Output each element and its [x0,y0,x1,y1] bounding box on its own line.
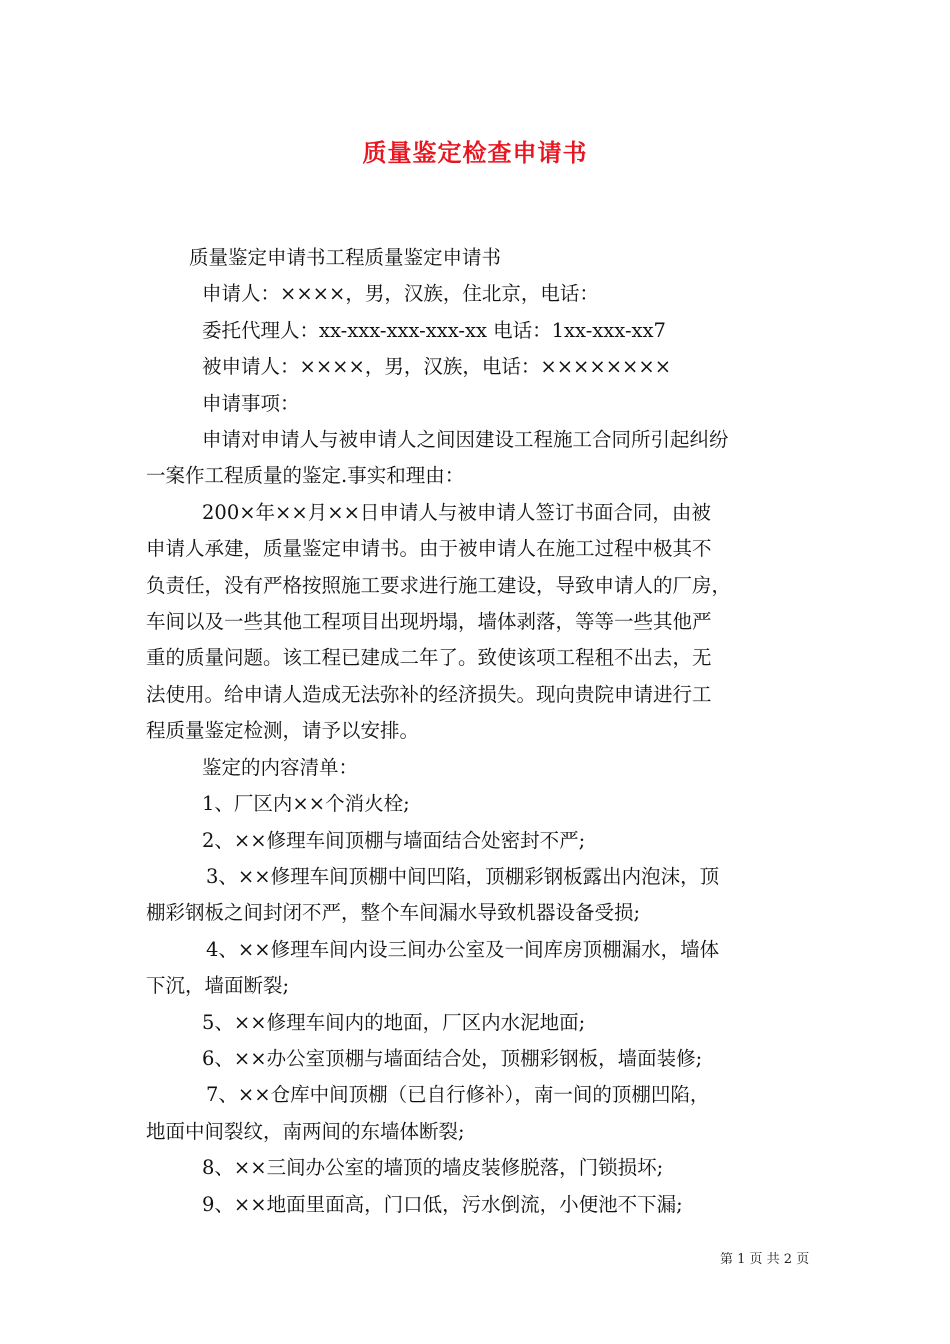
list-item: 5、××修理车间内的地面，厂区内水泥地面; [202,1010,586,1034]
list-item: 9、××地面里面高，门口低，污水倒流，小便池不下漏; [202,1192,683,1216]
paragraph-line: 车间以及一些其他工程项目出现坍塌，墙体剥落，等等一些其他严 [146,610,712,634]
paragraph-line: 负责任，没有严格按照施工要求进行施工建设，导致申请人的厂房， [146,573,732,597]
list-item-continuation: 下沉，墙面断裂; [146,974,290,998]
list-item: 1、厂区内××个消火栓; [202,792,410,816]
paragraph-line: 程质量鉴定检测，请予以安排。 [146,719,420,743]
list-item: 2、××修理车间顶棚与墙面结合处密封不严; [202,828,586,852]
respondent-line: 被申请人：××××，男，汉族，电话：×××××××× [202,355,672,379]
paragraph-line: 申请对申请人与被申请人之间因建设工程施工合同所引起纠纷 [202,428,729,452]
request-heading: 申请事项： [202,391,300,415]
agent-line: 委托代理人：xx-xxx-xxx-xxx-xx 电话：1xx-xxx-xx7 [202,318,666,342]
paragraph-line: 一案作工程质量的鉴定.事实和理由： [146,464,465,488]
document-title: 质量鉴定检查申请书 [362,138,588,167]
list-item: 8、××三间办公室的墙顶的墙皮装修脱落，门锁损坏; [202,1156,664,1180]
document-body [146,240,812,1223]
list-item: 4、××修理车间内设三间办公室及一间库房顶棚漏水，墙体 [206,937,720,961]
paragraph-line: 200×年××月××日申请人与被申请人签订书面合同，由被 [202,500,711,524]
paragraph-line: 申请人承建，质量鉴定申请书。由于被申请人在施工过程中极其不 [146,537,712,561]
document-subtitle-line: 质量鉴定申请书工程质量鉴定申请书 [189,246,502,269]
applicant-line: 申请人：××××，男，汉族，住北京，电话： [202,282,599,306]
page-number: 第 1 页 共 2 页 [720,1252,810,1267]
list-item: 3、××修理车间顶棚中间凹陷，顶棚彩钢板露出内泡沫，顶 [206,864,720,888]
paragraph-line: 重的质量问题。该工程已建成二年了。致使该项工程租不出去，无 [146,646,712,670]
list-item: 7、××仓库中间顶棚（已自行修补），南一间的顶棚凹陷， [206,1083,710,1107]
list-item-continuation: 棚彩钢板之间封闭不严，整个车间漏水导致机器设备受损; [146,901,641,925]
paragraph-line: 法使用。给申请人造成无法弥补的经济损失。现向贵院申请进行工 [146,682,712,706]
list-heading: 鉴定的内容清单： [202,755,359,779]
list-item-continuation: 地面中间裂纹，南两间的东墙体断裂; [146,1119,465,1143]
list-item: 6、××办公室顶棚与墙面结合处，顶棚彩钢板，墙面装修; [202,1046,703,1070]
